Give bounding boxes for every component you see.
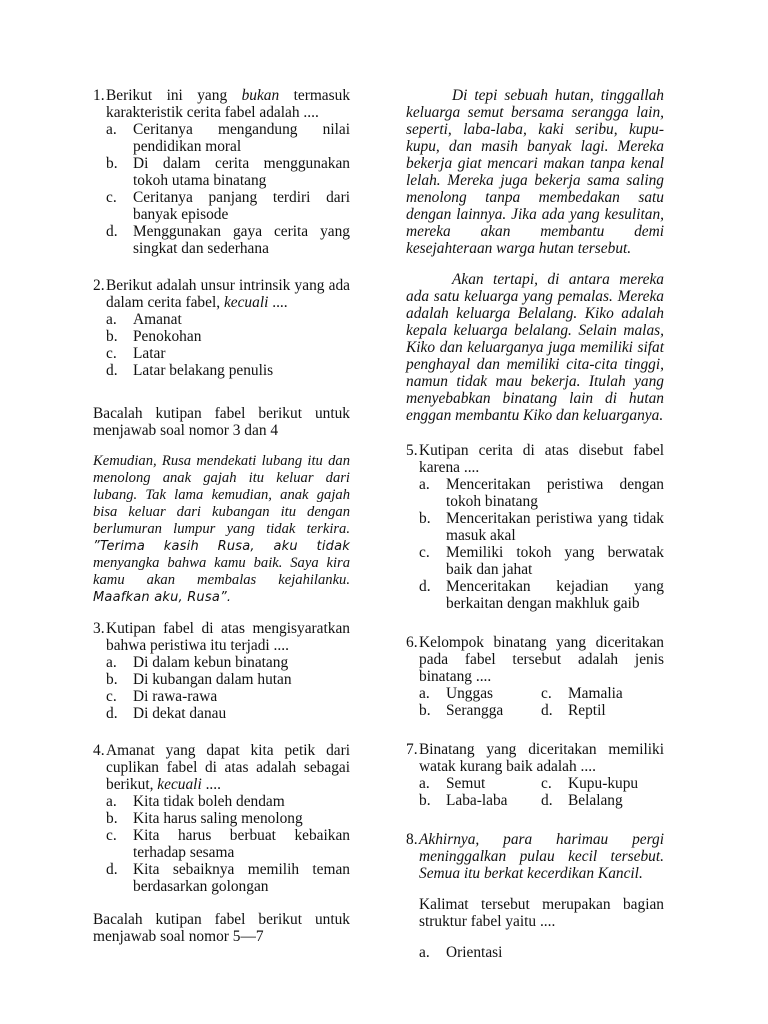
- question-number: 2.: [93, 277, 105, 294]
- option-item: [93, 688, 350, 705]
- option-text: Ceritanya mengandung nilai pendidikan moral: [133, 121, 350, 155]
- question-8: [406, 831, 664, 961]
- option-letter: c.: [106, 345, 117, 362]
- option-letter: a.: [419, 476, 430, 493]
- option-letter: c.: [106, 688, 117, 705]
- option-list: [93, 793, 350, 895]
- option-text: Kupu-kupu: [568, 775, 639, 792]
- option-list: [406, 476, 664, 612]
- left-column: [93, 87, 350, 959]
- option-item: [406, 544, 664, 578]
- option-letter: a.: [106, 793, 117, 810]
- option-letter: b.: [106, 810, 118, 827]
- option-item: [406, 476, 664, 510]
- option-item: [93, 223, 350, 257]
- option-item: [93, 189, 350, 223]
- option-letter: a.: [106, 654, 117, 671]
- option-text: Amanat: [133, 311, 182, 328]
- option-text: Latar belakang penulis: [133, 362, 274, 379]
- option-text: Kita tidak boleh dendam: [133, 793, 285, 810]
- option-item: [93, 827, 350, 861]
- option-letter: d.: [106, 223, 118, 240]
- question-4: [93, 742, 350, 895]
- option-text: Penokohan: [133, 328, 202, 345]
- option-item: [406, 578, 664, 612]
- option-item: [93, 345, 350, 362]
- option-letter: b.: [106, 328, 118, 345]
- option-text: Unggas: [446, 685, 494, 702]
- question-text: Kutipan fabel di atas mengisyaratkan bahwa peristiwa itu terjadi ....: [106, 620, 350, 654]
- option-text: Mamalia: [568, 685, 623, 702]
- question-2: [93, 277, 350, 379]
- fable-excerpt: Kemudian, Rusa mendekati lubang itu dan menolong anak gajah itu keluar dari lubang. Tak lama kemudian, anak gajah bisa keluar dari kubangan itu dengan berlumuran lumpur yang tidak terkira. ”Terima kasih Rusa, aku tidak menyangka bahwa kamu baik. Saya kira kamu akan membalas kejahilanku. Maafkan aku, Rusa”.: [93, 453, 350, 605]
- option-item: [93, 155, 350, 189]
- fable-paragraph: Di tepi sebuah hutan, tinggallah keluarga semut bersama serangga lain, seperti, laba-laba, kaki seribu, kupu-kupu, dan masih banyak lagi. Mereka bekerja giat mencari makan tanpa kenal lelah. Mereka juga bekerja sama saling menolong tanpa membedakan satu dengan lainnya. Jika ada yang kesulitan, mereka akan membantu demi kesejahteraan warga hutan tersebut.: [406, 87, 664, 257]
- reading-instruction: Bacalah kutipan fabel berikut untuk menjawab soal nomor 3 dan 4: [93, 405, 350, 439]
- option-letter: d.: [419, 578, 431, 595]
- option-text: Di rawa-rawa: [133, 688, 218, 705]
- option-item: [93, 861, 350, 895]
- question-text: Amanat yang dapat kita petik dari cuplikan fabel di atas adalah sebagai berikut, kecuali ....: [106, 742, 350, 793]
- option-row: [406, 792, 664, 809]
- option-letter: c.: [106, 827, 117, 844]
- option-text: Di dekat danau: [133, 705, 227, 722]
- option-letter: d.: [106, 362, 118, 379]
- right-column: [406, 87, 664, 981]
- question-number: 1.: [93, 87, 105, 104]
- option-row: [406, 775, 664, 792]
- option-text: Memiliki tokoh yang berwatak baik dan jahat: [446, 544, 664, 578]
- option-letter: c.: [541, 685, 552, 702]
- option-letter: a.: [106, 121, 117, 138]
- option-list: [93, 121, 350, 257]
- option-item: [93, 810, 350, 827]
- question-3: [93, 620, 350, 722]
- option-item: [93, 328, 350, 345]
- option-item: [93, 121, 350, 155]
- option-list: [93, 654, 350, 722]
- option-text: Semut: [446, 775, 486, 792]
- option-letter: a.: [419, 775, 430, 792]
- option-text: Menceritakan peristiwa dengan tokoh binatang: [446, 476, 664, 510]
- fable-paragraph: Akan tertapi, di antara mereka ada satu keluarga yang pemalas. Mereka adalah keluarga Belalang. Kiko adalah kepala keluarga belalang. Selain malas, Kiko dan keluarganya juga memiliki sifat penghayal dan memiliki cita-cita tinggi, namun tidak mau bekerja. Itulah yang menyebabkan binatang lain di hutan enggan membantu Kiko dan keluarganya.: [406, 271, 664, 424]
- option-text: Laba-laba: [446, 792, 508, 809]
- option-text: Kita harus berbuat kebaikan terhadap sesama: [133, 827, 350, 861]
- option-list: [93, 311, 350, 379]
- option-text: Di dalam kebun binatang: [133, 654, 289, 671]
- question-text: Kalimat tersebut merupakan bagian struktur fabel yaitu ....: [419, 896, 664, 930]
- option-item: [93, 671, 350, 688]
- reading-instruction: Bacalah kutipan fabel berikut untuk menjawab soal nomor 5—7: [93, 911, 350, 945]
- question-text: Kutipan cerita di atas disebut fabel karena ....: [419, 442, 664, 476]
- question-7: [406, 741, 664, 809]
- option-letter: b.: [106, 155, 118, 172]
- option-text: Di dalam cerita menggunakan tokoh utama binatang: [133, 155, 350, 189]
- option-item: [93, 362, 350, 379]
- question-text: Kelompok binatang yang diceritakan pada fabel tersebut adalah jenis binatang ....: [419, 634, 664, 685]
- option-text: Kita harus saling menolong: [133, 810, 303, 827]
- question-number: 6.: [406, 634, 418, 651]
- question-5: [406, 442, 664, 612]
- option-item: [406, 510, 664, 544]
- option-text: Reptil: [568, 702, 606, 719]
- option-letter: b.: [106, 671, 118, 688]
- option-row: [406, 685, 664, 702]
- option-letter: a.: [419, 685, 430, 702]
- option-letter: b.: [419, 702, 431, 719]
- option-text: Ceritanya panjang terdiri dari banyak episode: [133, 189, 350, 223]
- question-1: [93, 87, 350, 257]
- option-text: Menceritakan kejadian yang berkaitan dengan makhluk gaib: [446, 578, 664, 612]
- option-item: [93, 311, 350, 328]
- option-text: Menceritakan peristiwa yang tidak masuk akal: [446, 510, 664, 544]
- option-text: Latar: [133, 345, 166, 362]
- question-number: 7.: [406, 741, 418, 758]
- option-letter: b.: [419, 510, 431, 527]
- option-letter: b.: [419, 792, 431, 809]
- option-letter: c.: [419, 544, 430, 561]
- question-text: Binatang yang diceritakan memiliki watak kurang baik adalah ....: [419, 741, 664, 775]
- question-text: Berikut ini yang bukan termasuk karakteristik cerita fabel adalah ....: [106, 87, 351, 121]
- question-number: 3.: [93, 620, 105, 637]
- option-item: [93, 654, 350, 671]
- option-item: [93, 793, 350, 810]
- option-text: Belalang: [568, 792, 623, 809]
- question-6: [406, 634, 664, 719]
- option-text: Menggunakan gaya cerita yang singkat dan sederhana: [133, 223, 350, 257]
- option-letter: c.: [106, 189, 117, 206]
- question-number: 4.: [93, 742, 105, 759]
- option-letter: a.: [419, 944, 430, 961]
- option-letter: a.: [106, 311, 117, 328]
- quoted-sentence: Akhirnya, para harimau pergi meninggalkan pulau kecil tersebut. Semua itu berkat kecerdikan Kancil.: [419, 831, 664, 882]
- option-text: Di kubangan dalam hutan: [133, 671, 292, 688]
- option-letter: d.: [106, 861, 118, 878]
- option-item: [93, 705, 350, 722]
- option-text: Kita sebaiknya memilih teman berdasarkan golongan: [133, 861, 350, 895]
- question-text: Berikut adalah unsur intrinsik yang ada dalam cerita fabel, kecuali ....: [106, 277, 350, 311]
- question-number: 8.: [406, 831, 418, 848]
- option-letter: d.: [541, 792, 553, 809]
- option-letter: c.: [541, 775, 552, 792]
- option-item: [406, 944, 664, 961]
- question-number: 5.: [406, 442, 418, 459]
- option-row: [406, 702, 664, 719]
- option-letter: d.: [541, 702, 553, 719]
- option-letter: d.: [106, 705, 118, 722]
- option-text: Serangga: [446, 702, 504, 719]
- option-text: Orientasi: [446, 944, 503, 961]
